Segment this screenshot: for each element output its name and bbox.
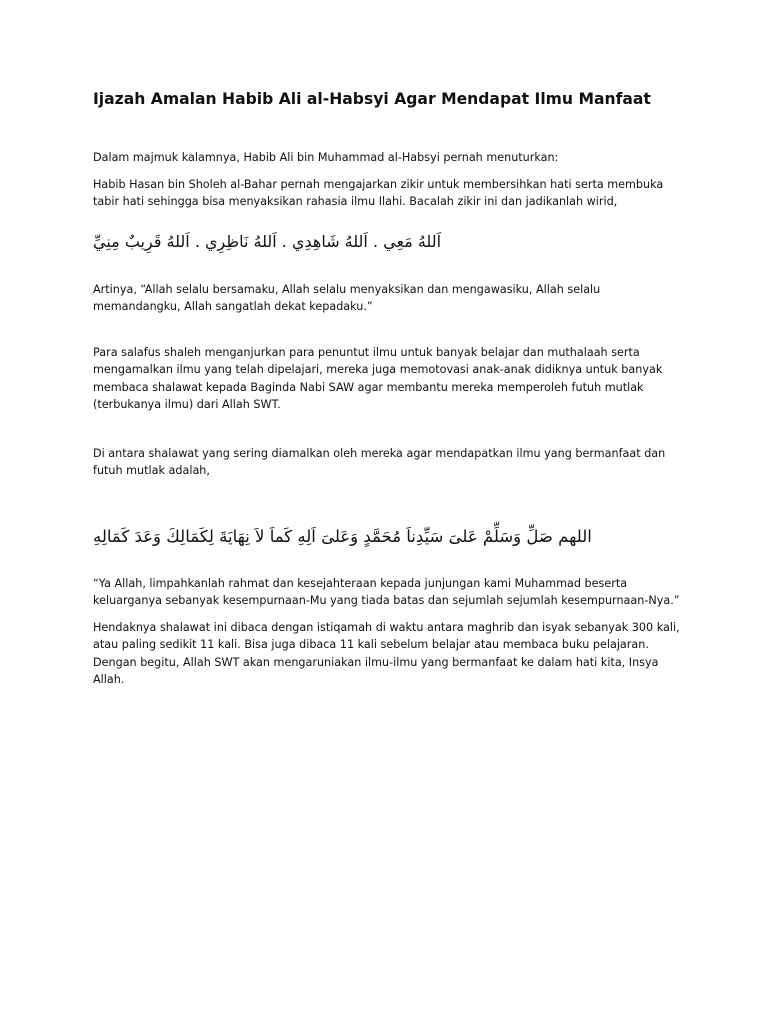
habib-hasan-paragraph: Habib Hasan bin Sholeh al-Bahar pernah mengajarkan zikir untuk membersihkan hati serta membuka tabir hati sehingga bisa menyaksikan rahasia ilmu Ilahi. Bacalah zikir ini dan jadikanlah wirid, [93,177,664,208]
arabic-shalawat-text: اللهم صَلِّ وَسَلِّمْ عَلىَ سَيِّدِناَ مُحَمَّدٍ وَعَلىَ اَلِهِ كَماَ لاَ نِهَايَةَ لِكَمَالِكَ وَعَدَ كَمَالِهِ [93,526,592,546]
page-title: Ijazah Amalan Habib Ali al-Habsyi Agar Mendapat Ilmu Manfaat [93,90,651,108]
document-body [93,88,683,689]
shalawat-translation-paragraph: “Ya Allah, limpahkanlah rahmat dan kesejahteraan kepada junjungan kami Muhammad beserta keluarganya sebanyak kesempurnaan-Mu yang tiada batas dan sejumlah sejumlah kesempurnaan-Nya.” [93,576,680,607]
salafus-paragraph: Para salafus shaleh menganjurkan para penuntut ilmu untuk banyak belajar dan muthalaah serta mengamalkan ilmu yang telah dipelajari, mereka juga memotovasi anak-anak didiknya untuk banyak membaca shalawat kepada Baginda Nabi SAW agar membantu mereka memperoleh futuh mutlak (terbukanya ilmu) dari Allah SWT. [93,345,663,411]
arabic-zikir-text: اَللهُ مَعِي . اَللهُ شَاهِدِي . اَللهُ نَاظِرِي . اَللهُ قَرِيبٌ مِنِيِّ [93,231,442,251]
shalawat-intro-paragraph: Di antara shalawat yang sering diamalkan oleh mereka agar mendapatkan ilmu yang bermanfaat dan futuh mutlak adalah, [93,446,666,477]
instruction-paragraph: Hendaknya shalawat ini dibaca dengan istiqamah di waktu antara maghrib dan isyak sebanyak 300 kali, atau paling sedikit 11 kali. Bisa juga dibaca 11 kali sebelum belajar atau membaca buku pelajaran. Dengan begitu, Allah SWT akan mengaruniakan ilmu-ilmu yang bermanfaat ke dalam hati kita, Insya Allah. [93,620,680,686]
translation-paragraph: Artinya, “Allah selalu bersamaku, Allah selalu menyaksikan dan mengawasiku, Allah selalu memandangku, Allah sangatlah dekat kepadaku.” [93,282,601,313]
intro-paragraph: Dalam majmuk kalamnya, Habib Ali bin Muhammad al-Habsyi pernah menuturkan: [93,151,559,164]
